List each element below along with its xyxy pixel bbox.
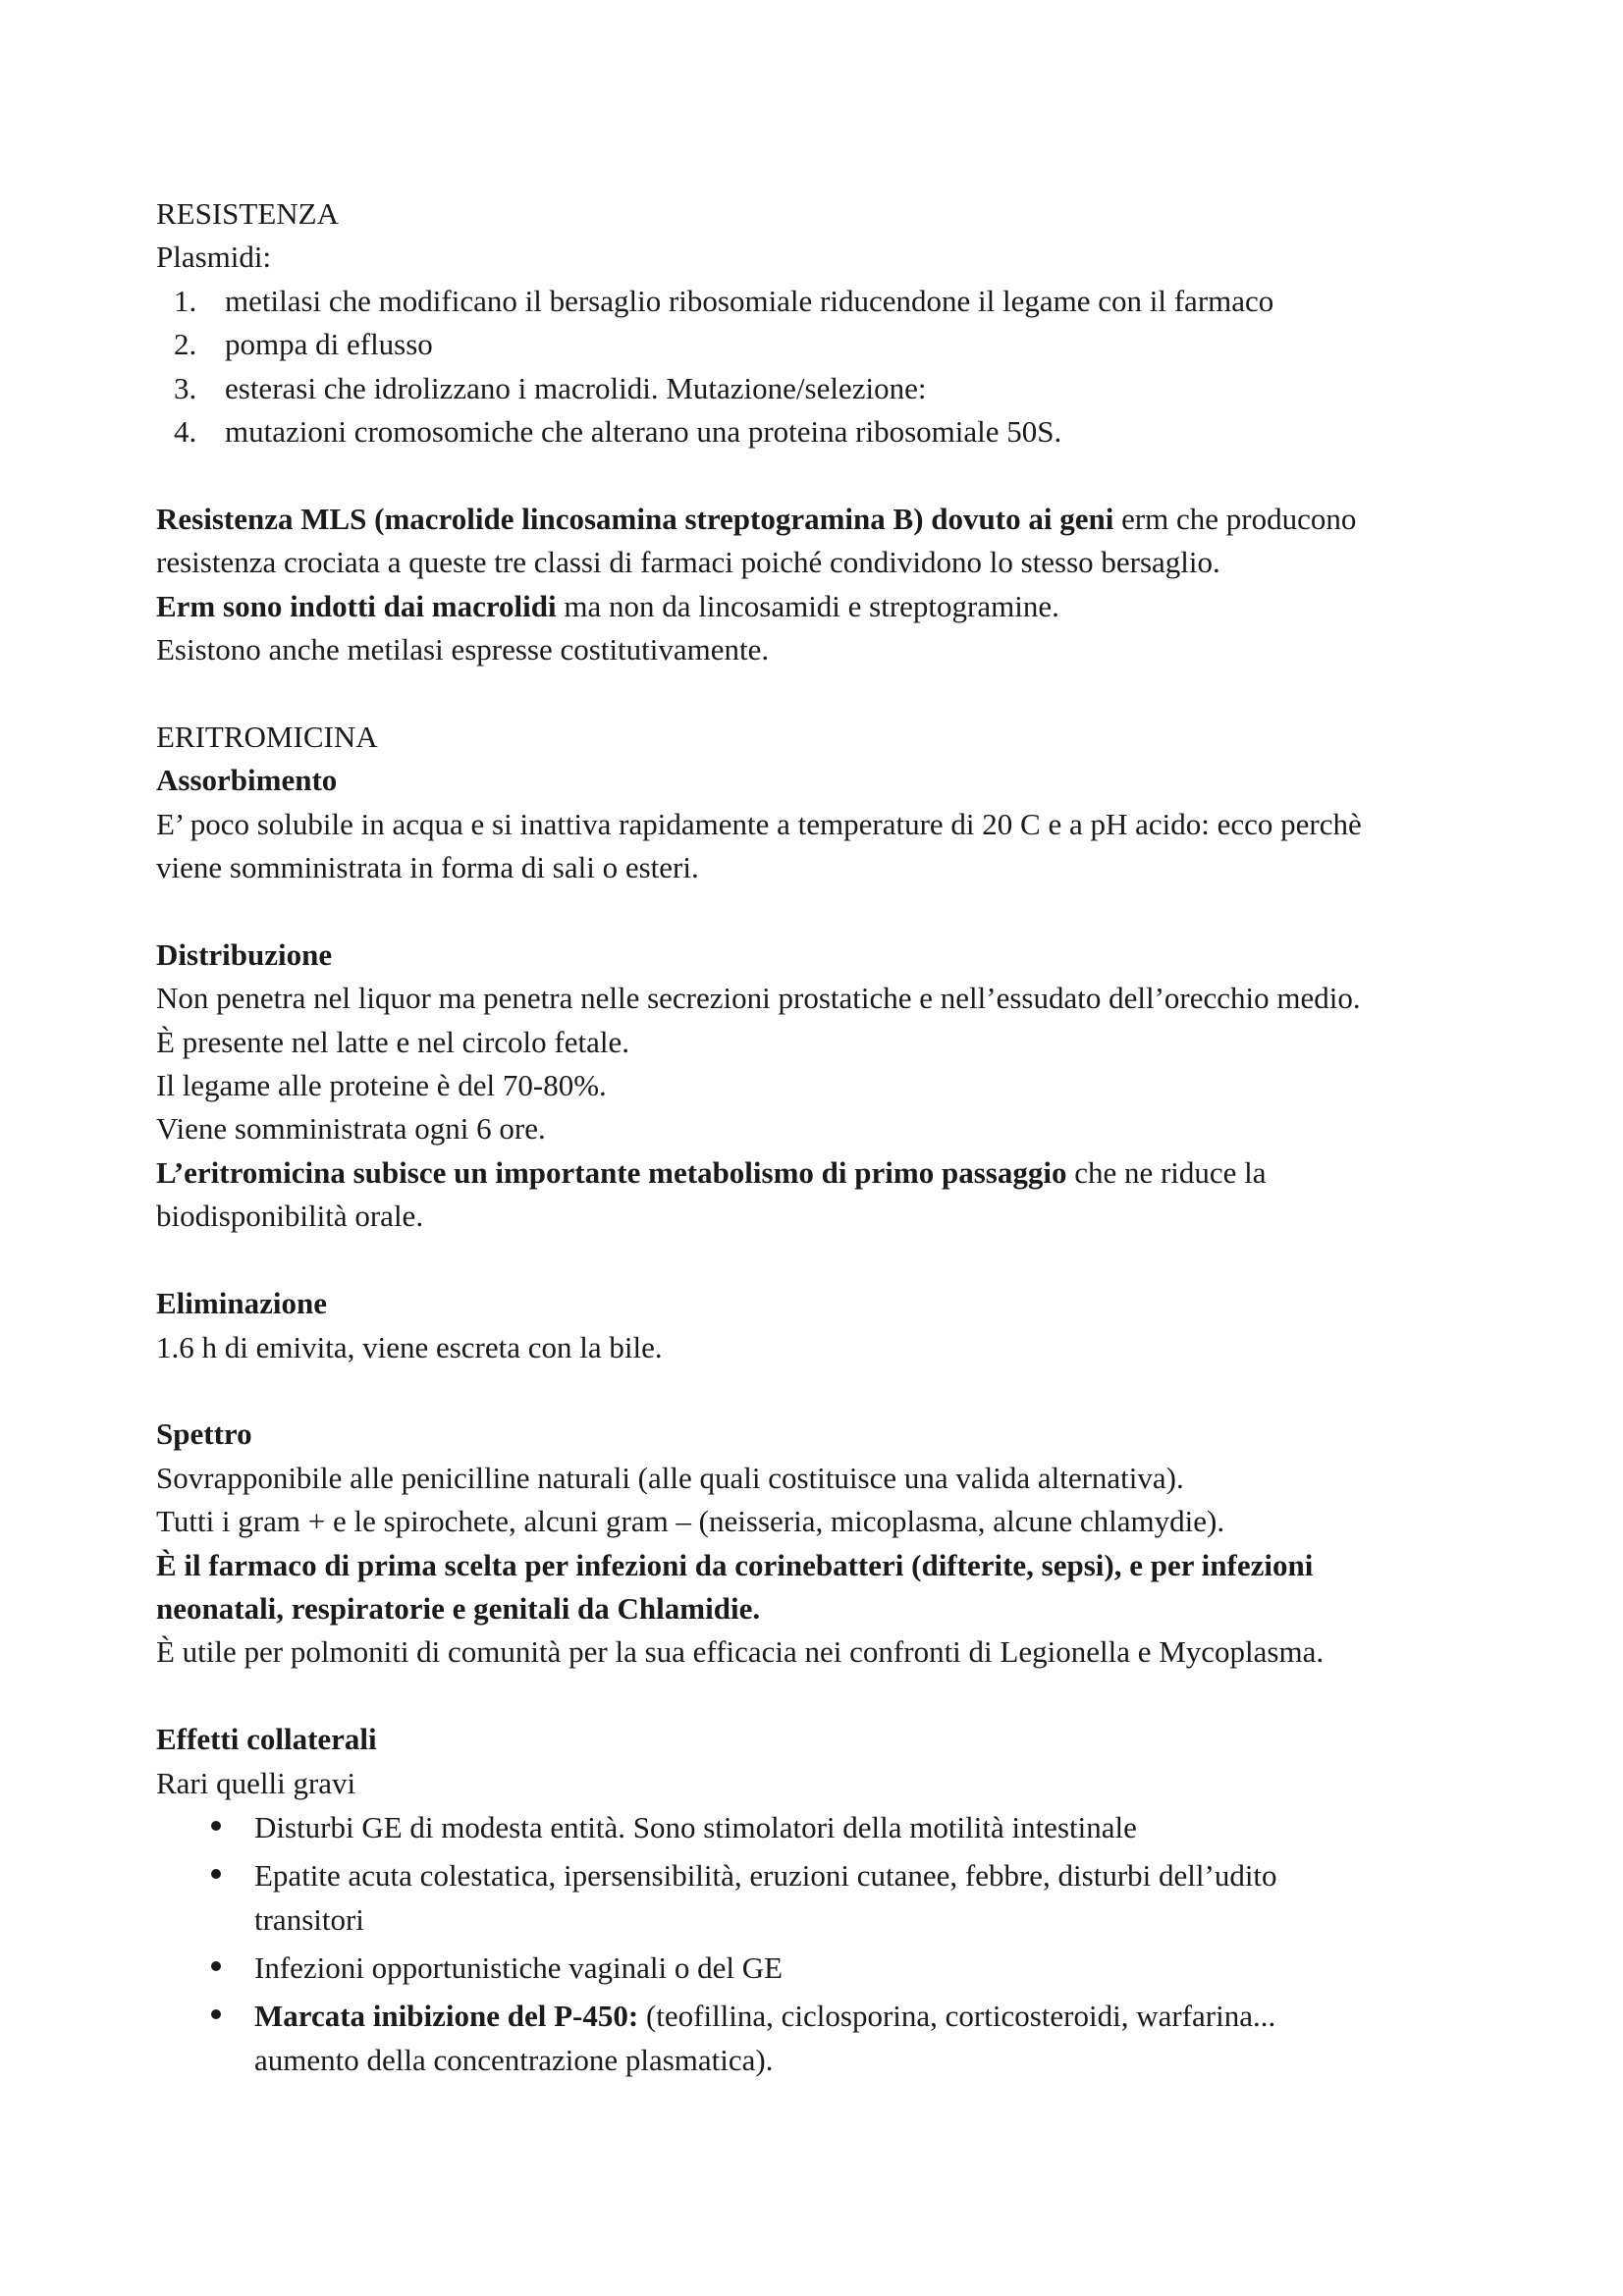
- bullet-item: [156, 1853, 1472, 1942]
- list-item-text: esterasi che idrolizzano i macrolidi. Mutazione/selezione:: [225, 370, 927, 405]
- list-item-text: pompa di eflusso: [225, 327, 433, 362]
- bullet-icon: [211, 2009, 221, 2019]
- subheading-assorbimento: [156, 759, 1472, 802]
- distribuzione-line4: Viene somministrata ogni 6 ore.: [156, 1111, 546, 1147]
- plasmidi-list: [156, 280, 1472, 454]
- bullet-text-line2: transitori: [254, 1901, 364, 1937]
- subheading-effetti: [156, 1718, 1472, 1761]
- list-item: [156, 280, 1472, 323]
- spacer: [156, 454, 1472, 497]
- mls-paragraph-line2: resistenza crociata a queste tre classi di farmaci poiché condividono lo stesso bersaglio.: [156, 545, 1220, 580]
- spacer: [156, 1369, 1472, 1413]
- spettro-bold-line2: [156, 1587, 1472, 1630]
- list-number: 1.: [174, 283, 197, 318]
- bullet-text: Infezioni opportunistiche vaginali o del GE: [254, 1949, 784, 1985]
- spacer: [156, 671, 1472, 715]
- erm-text: ma non da lincosamidi e streptogramine.: [556, 588, 1059, 623]
- list-item: [156, 410, 1472, 454]
- section-heading-resistenza: RESISTENZA: [156, 196, 339, 231]
- mls-bold-text: Resistenza MLS (macrolide lincosamina streptogramina B) dovuto ai geni: [156, 501, 1114, 536]
- subheading-eliminazione: [156, 1282, 1472, 1325]
- subheading-eliminazione-text: Eliminazione: [156, 1286, 327, 1321]
- list-number: 3.: [174, 370, 197, 405]
- subheading-assorbimento-text: Assorbimento: [156, 763, 338, 798]
- list-item: [156, 367, 1472, 410]
- subheading-distribuzione: [156, 934, 1472, 977]
- distribuzione-line2: È presente nel latte e nel circolo fetale.: [156, 1024, 629, 1059]
- spettro-line1: Sovrapponibile alle penicilline naturali (alle quali costituisce una valida alternativa).: [156, 1460, 1184, 1495]
- bullet-icon: [211, 1821, 221, 1831]
- subheading-spettro-text: Spettro: [156, 1416, 252, 1452]
- bullet-item: [156, 1805, 1472, 1849]
- list-item: [156, 323, 1472, 366]
- eliminazione-line1: 1.6 h di emivita, viene escreta con la bile.: [156, 1329, 663, 1364]
- bullet-icon: [211, 1961, 221, 1971]
- list-number: 4.: [174, 414, 197, 450]
- bullet-item: [156, 1946, 1472, 1990]
- distribuzione-text: che ne riduce la: [1066, 1154, 1267, 1190]
- mls-paragraph-line: [156, 498, 1472, 541]
- bullet-text-line2: aumento della concentrazione plasmatica).: [254, 2042, 774, 2077]
- plasmidi-label: Plasmidi:: [156, 240, 272, 275]
- bullet-text-line1: Epatite acuta colestatica, ipersensibilità, eruzioni cutanee, febbre, disturbi dell’udito: [254, 1857, 1277, 1893]
- spettro-bold-text1: È il farmaco di prima scelta per infezioni da corinebatteri (difterite, sepsi), e per infezioni: [156, 1547, 1314, 1582]
- bullet-icon: [211, 1869, 221, 1879]
- bullet-item: [156, 1994, 1472, 2082]
- distribuzione-line3: Il legame alle proteine è del 70-80%.: [156, 1068, 607, 1103]
- mls-text: erm che producono: [1113, 501, 1357, 536]
- distribuzione-line1: Non penetra nel liquor ma penetra nelle secrezioni prostatiche e nell’essudato dell’orecchio medio.: [156, 981, 1361, 1016]
- effetti-list: [156, 1805, 1472, 2082]
- spacer: [156, 1675, 1472, 1718]
- metilasi-line: Esistono anche metilasi espresse costitutivamente.: [156, 632, 770, 667]
- section-heading-eritromicina: ERITROMICINA: [156, 719, 378, 754]
- distribuzione-line5: [156, 1151, 1472, 1195]
- spettro-bold-text2: neonatali, respiratorie e genitali da Chlamidie.: [156, 1590, 761, 1626]
- list-item-text: metilasi che modificano il bersaglio ribosomiale riducendone il legame con il farmaco: [225, 283, 1274, 318]
- bullet-bold-text: Marcata inibizione del P-450:: [254, 1998, 639, 2033]
- bullet-text: Disturbi GE di modesta entità. Sono stimolatori della motilità intestinale: [254, 1809, 1137, 1844]
- erm-line: [156, 585, 1472, 628]
- list-item-text: mutazioni cromosomiche che alterano una proteina ribosomiale 50S.: [225, 414, 1062, 450]
- assorbimento-line2: viene somministrata in forma di sali o esteri.: [156, 850, 699, 885]
- list-number: 2.: [174, 327, 197, 362]
- page-content: [156, 192, 1472, 2086]
- erm-bold-text: Erm sono indotti dai macrolidi: [156, 588, 557, 623]
- bullet-text-line1: [254, 1994, 1472, 2038]
- spettro-line2: Tutti i gram + e le spirochete, alcuni gram – (neisseria, micoplasma, alcune chlamydie).: [156, 1504, 1225, 1539]
- effetti-intro: Rari quelli gravi: [156, 1765, 356, 1800]
- distribuzione-line6: biodisponibilità orale.: [156, 1199, 424, 1234]
- bullet-text: (teofillina, ciclosporina, corticosteroidi, warfarina...: [638, 1998, 1276, 2033]
- spacer: [156, 889, 1472, 933]
- spettro-bold-line1: [156, 1544, 1472, 1587]
- subheading-spettro: [156, 1413, 1472, 1456]
- assorbimento-line1: E’ poco solubile in acqua e si inattiva rapidamente a temperature di 20 C e a pH acido: ecco perchè: [156, 806, 1362, 841]
- spettro-line5: È utile per polmoniti di comunità per la sua efficacia nei confronti di Legionella e Mycoplasma.: [156, 1634, 1325, 1670]
- distribuzione-bold-text: L’eritromicina subisce un importante metabolismo di primo passaggio: [156, 1154, 1067, 1190]
- spacer: [156, 1239, 1472, 1282]
- subheading-distribuzione-text: Distribuzione: [156, 936, 333, 972]
- subheading-effetti-text: Effetti collaterali: [156, 1722, 377, 1757]
